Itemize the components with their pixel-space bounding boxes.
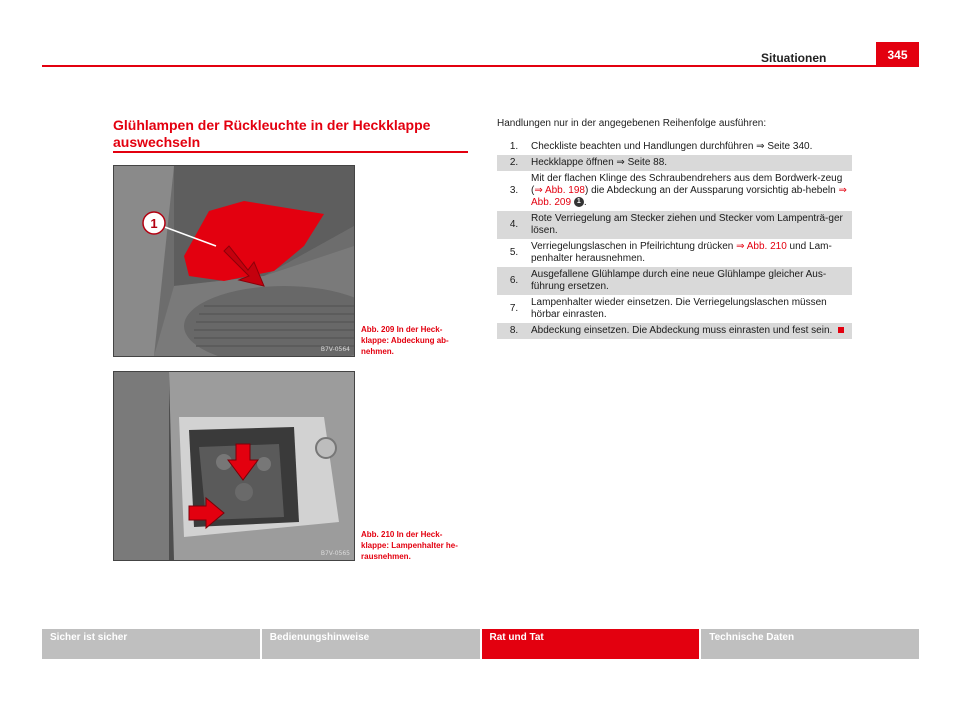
figure-code: B7V-0564 [320,346,350,353]
step-text-part: Verriegelungslaschen in Pfeilrichtung drücken [531,241,737,252]
step-row [497,295,852,323]
step-number: 3. [509,185,519,196]
step-text [531,173,852,209]
step-text-part: . [583,197,587,208]
step-text: Lampenhalter wieder einsetzen. Die Verriegelungslaschen müssen hörbar einrasten. [531,297,827,320]
figure-reference-link[interactable]: ⇒ Abb. 209 [531,185,847,208]
figure-209-illustration [114,166,354,356]
page-number: 345 [876,42,919,67]
figure-code: B7V-0565 [320,550,350,557]
steps-list [497,139,852,339]
callout-1: 1 [150,216,158,231]
step-text: Checkliste beachten und Handlungen durchführen ⇒ Seite 340. [531,141,813,152]
figure-210 [113,371,355,561]
step-number: 2. [509,157,519,168]
header-rule [42,65,919,67]
tab-bedienungshinweise[interactable]: Bedienungshinweise [260,629,480,659]
step-text-part: und Lam-penhalter herausnehmen. [531,241,832,264]
step-text: Ausgefallene Glühlampe durch eine neue Glühlampe gleicher Aus-führung ersetzen. [531,269,827,292]
step-number: 8. [509,325,519,336]
tab-sicher-ist-sicher[interactable]: Sicher ist sicher [42,629,260,659]
step-text: Heckklappe öffnen ⇒ Seite 88. [531,157,668,168]
step-number: 1. [509,141,519,152]
figure-209 [113,165,355,357]
step-text-part: ) die Abdeckung an der Aussparung vorsichtig ab-hebeln [584,185,839,196]
section-title: Situationen [761,51,827,65]
step-text-part: Abdeckung einsetzen. Die Abdeckung muss einrasten und fest sein. [531,325,833,336]
step-number: 7. [509,303,519,314]
step-row [497,211,852,239]
figure-reference-link[interactable]: ⇒ Abb. 198 [534,185,585,196]
step-row [497,239,852,267]
figure-209-caption: Abb. 209 In der Heck-klappe: Abdeckung ab-nehmen. [361,325,449,356]
step-row [497,323,852,339]
tab-rat-und-tat[interactable]: Rat und Tat [480,629,700,659]
step-text [531,241,852,265]
step-row [497,171,852,211]
tab-technische-daten[interactable]: Technische Daten [699,629,919,659]
callout-number-icon: 1 [574,197,584,207]
step-text: Rote Verriegelung am Stecker ziehen und Stecker vom Lampenträ-ger lösen. [531,213,843,236]
heading-rule [113,151,468,153]
step-text-part: Mit der flachen Klinge des Schraubendrehers aus dem Bordwerk-zeug ( [531,173,843,196]
figure-210-caption: Abb. 210 In der Heck-klappe: Lampenhalter he-rausnehmen. [361,530,458,561]
footer-nav [42,629,919,659]
figure-reference-link[interactable]: ⇒ Abb. 210 [736,241,787,252]
step-row [497,139,852,155]
heading-line-2: auswechseln [113,134,201,150]
heading-line-1: Glühlampen der Rückleuchte in der Heckklappe [113,117,431,133]
figure-210-illustration [114,372,354,560]
step-number: 5. [509,247,519,258]
step-row [497,267,852,295]
end-of-section-icon [838,327,844,333]
page-heading [113,117,468,151]
step-row [497,155,852,171]
step-number: 4. [509,219,519,230]
intro-text: Handlungen nur in der angegebenen Reihenfolge ausführen: [497,118,767,129]
step-text [531,325,852,337]
step-number: 6. [509,275,519,286]
